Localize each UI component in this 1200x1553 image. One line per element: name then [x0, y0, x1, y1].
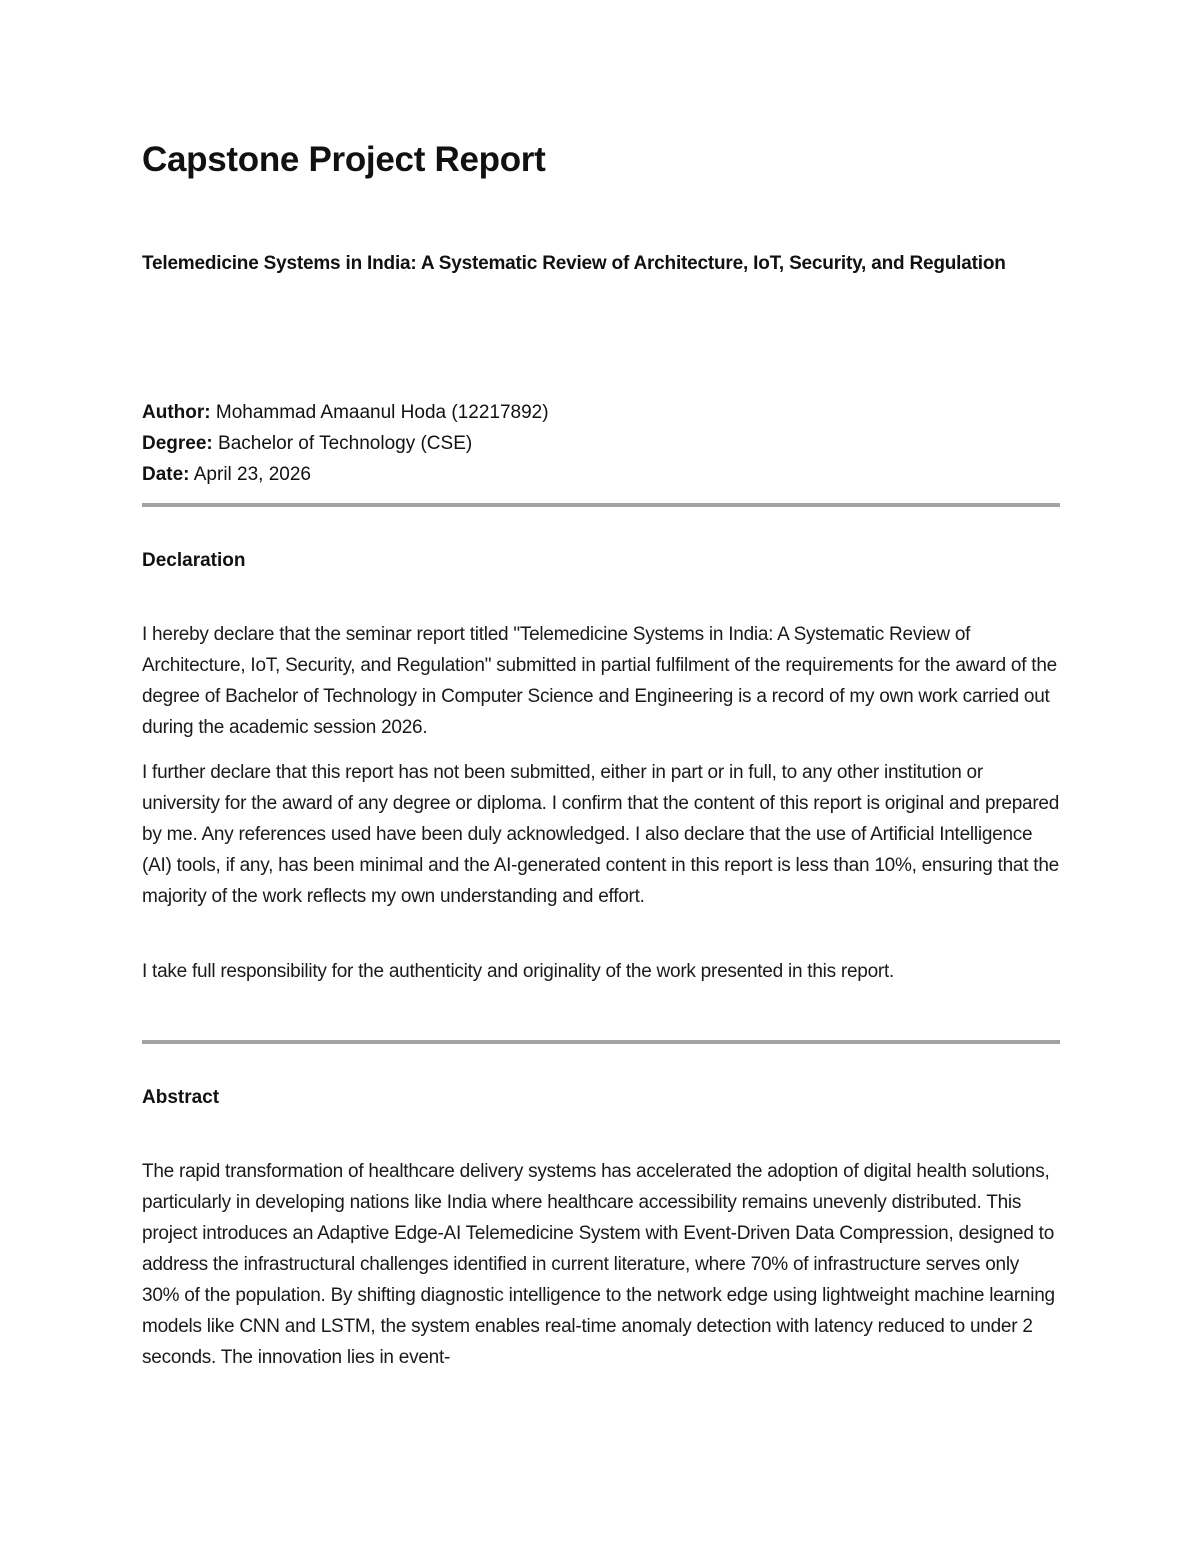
report-subtitle: Telemedicine Systems in India: A Systematic Review of Architecture, IoT, Security, and Regulation	[142, 253, 1006, 274]
declaration-paragraph: I take full responsibility for the authenticity and originality of the work presented in this report.	[142, 961, 895, 982]
degree-label: Degree:	[142, 433, 213, 454]
author-value: Mohammad Amaanul Hoda (12217892)	[210, 402, 549, 423]
author-label: Author:	[142, 402, 211, 423]
section-divider	[142, 1040, 1060, 1044]
declaration-paragraph: I further declare that this report has not been submitted, either in part or in full, to any other institution or university for the award of any degree or diploma. I confirm that the content of this report is original and prepared by me. Any references used have been duly acknowledged. I also declare that the use of Artificial Intelligence (AI) tools, if any, has been minimal and the AI-generated content in this report is less than 10%, ensuring that the majority of the work reflects my own understanding and effort.	[142, 762, 1060, 907]
date-label: Date:	[142, 464, 190, 485]
abstract-paragraph: The rapid transformation of healthcare delivery systems has accelerated the adoption of digital health solutions, particularly in developing nations like India where healthcare accessibility remains unevenly distributed. This project introduces an Adaptive Edge-AI Telemedicine System with Event-Driven Data Compression, designed to address the infrastructural challenges identified in current literature, where 70% of infrastructure serves only 30% of the population. By shifting diagnostic intelligence to the network edge using lightweight machine learning models like CNN and LSTM, the system enables real-time anomaly detection with latency reduced to under 2 seconds. The innovation lies in event-	[142, 1161, 1055, 1368]
page-title: Capstone Project Report	[142, 140, 546, 179]
abstract-heading: Abstract	[142, 1087, 220, 1108]
date-value: April 23, 2026	[189, 464, 311, 485]
declaration-heading: Declaration	[142, 550, 246, 571]
declaration-paragraph: I hereby declare that the seminar report titled "Telemedicine Systems in India: A Systematic Review of Architecture, IoT, Security, and Regulation" submitted in partial fulfilment of the requirements for the award of the degree of Bachelor of Technology in Computer Science and Engineering is a record of my own work carried out during the academic session 2026.	[142, 624, 1057, 738]
report-meta	[142, 397, 1060, 490]
author-row	[142, 397, 1060, 428]
degree-row	[142, 428, 1060, 459]
date-row	[142, 459, 1060, 490]
section-divider	[142, 503, 1060, 507]
degree-value: Bachelor of Technology (CSE)	[212, 433, 473, 454]
